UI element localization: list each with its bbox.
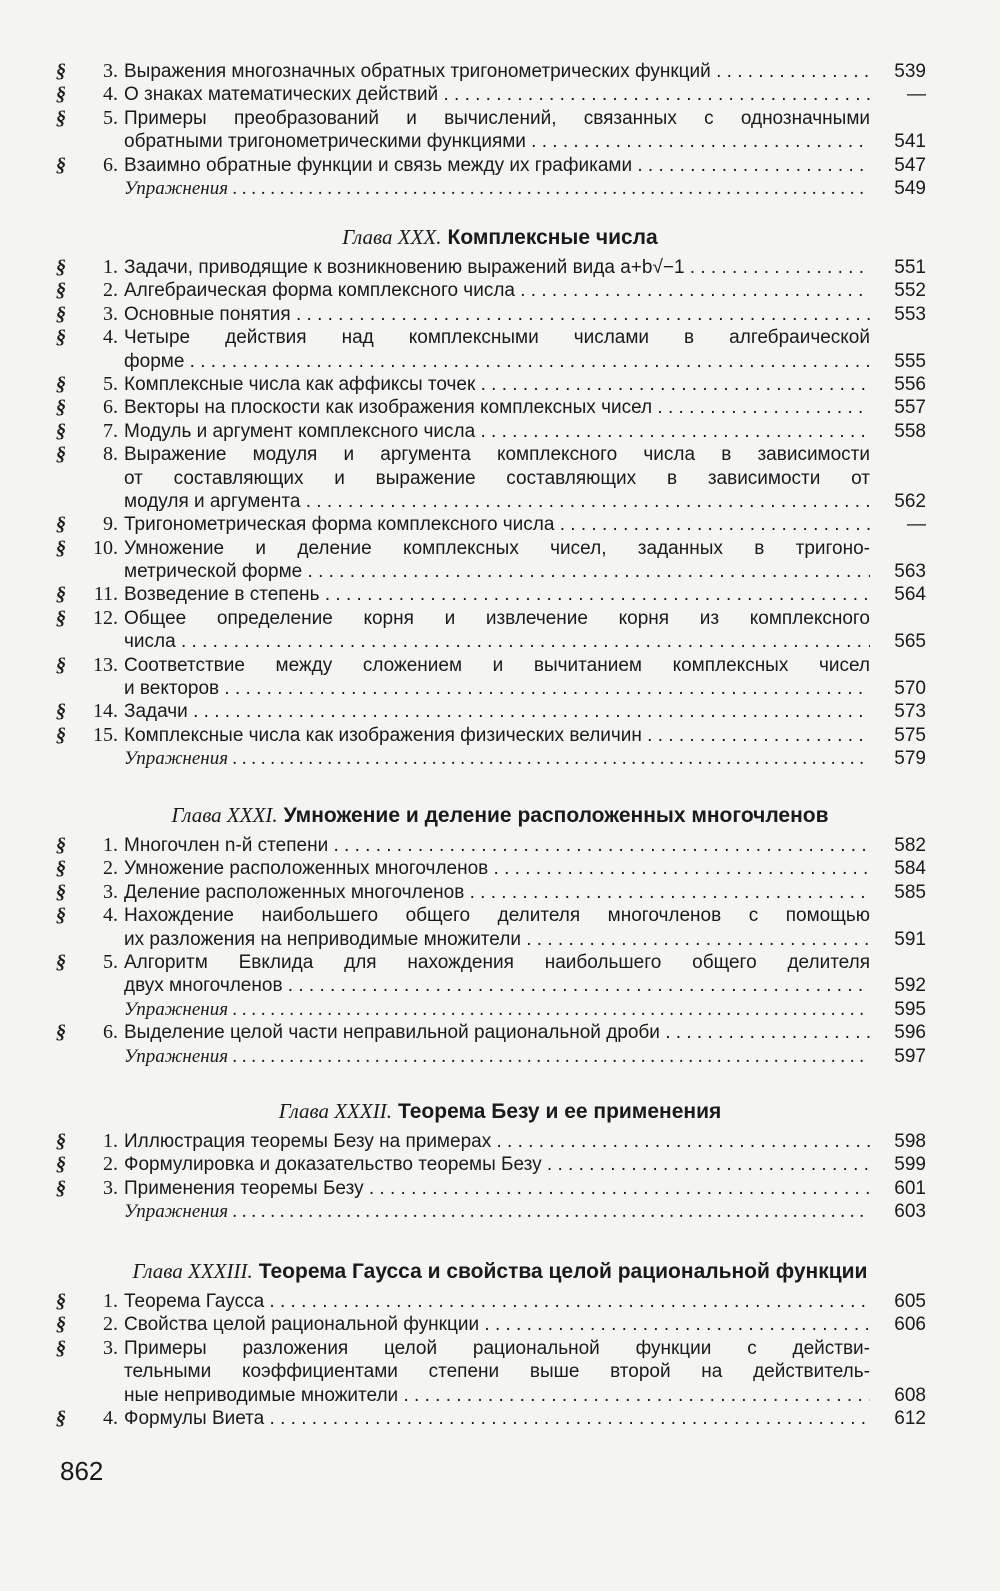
page-ref: 549 <box>894 177 926 199</box>
entry-line <box>0 279 1000 302</box>
page-ref: 579 <box>894 748 926 770</box>
page-ref: 605 <box>894 1291 926 1312</box>
toc-entry <box>0 443 1000 513</box>
entry-title: модуля и аргумента . . . <box>124 490 870 513</box>
toc-entry <box>0 1177 1000 1200</box>
page-ref: 599 <box>894 1154 926 1176</box>
toc-entry <box>0 1021 1000 1044</box>
toc-entry <box>0 654 1000 701</box>
section-sign: § <box>56 1406 66 1429</box>
entry-line <box>0 177 1000 200</box>
chapter-heading <box>0 1096 1000 1126</box>
entry-line <box>0 60 1000 83</box>
section-sign: § <box>56 302 66 325</box>
entry-title: Формулировка и доказательство теоремы Безу . . . <box>124 1153 870 1176</box>
section-number: 15. <box>93 723 118 746</box>
entry-line <box>0 951 1000 974</box>
exercises-label: Упражнения . . . <box>124 1200 870 1223</box>
page-ref: 541 <box>894 131 926 153</box>
entry-line <box>0 420 1000 443</box>
entry-line <box>0 677 1000 700</box>
entry-line <box>0 513 1000 536</box>
toc-entry <box>0 326 1000 373</box>
exercises-entry <box>0 1200 1000 1223</box>
entry-title: Общее определение корня и извлечение корня из комплексного <box>124 607 870 629</box>
chapter-title: Теорема Безу и ее применения <box>397 1100 722 1123</box>
chapter-label: Глава XXXIII. <box>132 1259 253 1283</box>
exercises-entry <box>0 747 1000 770</box>
entry-title: Применения теоремы Безу . . . <box>124 1177 870 1200</box>
entry-line <box>0 256 1000 279</box>
entry-title: Четыре действия над комплексными числами в алгебраической <box>124 327 870 349</box>
page-ref: 601 <box>894 1177 926 1199</box>
section-number: 13. <box>93 653 118 676</box>
section-number: 4. <box>103 904 118 927</box>
entry-line <box>0 490 1000 513</box>
toc-entry <box>0 513 1000 536</box>
exercises-entry <box>0 998 1000 1021</box>
entry-title: Задачи . . . <box>124 700 870 723</box>
exercises-entry <box>0 177 1000 200</box>
page-ref: 552 <box>894 280 926 302</box>
entry-line <box>0 396 1000 419</box>
toc-entry <box>0 537 1000 584</box>
entry-line <box>0 998 1000 1021</box>
entry-line <box>0 326 1000 349</box>
section-sign: § <box>56 857 66 880</box>
entry-title: Выражение модуля и аргумента комплексного числа в зависимости <box>124 444 870 466</box>
section-sign: § <box>56 1130 66 1152</box>
section-number: 2. <box>103 1153 118 1176</box>
exercises-label: Упражнения . . . <box>124 998 870 1021</box>
entry-title: Деление расположенных многочленов . . . <box>124 881 870 904</box>
section-sign: § <box>56 60 66 82</box>
section-sign: § <box>56 443 66 466</box>
section-sign: § <box>56 536 66 559</box>
entry-line <box>0 1337 1000 1360</box>
section-sign: § <box>56 723 66 746</box>
entry-title: и векторов . . . <box>124 677 870 700</box>
entry-title: Основные понятия . . . <box>124 303 870 326</box>
toc-entry <box>0 1313 1000 1336</box>
chapter-label: Глава XXX. <box>342 225 442 249</box>
section-number: 5. <box>103 106 118 129</box>
page-ref: 563 <box>894 561 926 583</box>
entry-line <box>0 373 1000 396</box>
toc-entry <box>0 607 1000 654</box>
entry-line <box>0 154 1000 177</box>
entry-list <box>0 1290 1000 1430</box>
toc-entry <box>0 1337 1000 1407</box>
entry-title: Нахождение наибольшего общего делителя многочленов с помощью <box>124 905 870 927</box>
section-sign: § <box>56 880 66 903</box>
page-ref: 564 <box>894 584 926 606</box>
entry-title: от составляющих и выражение составляющих в зависимости от <box>124 467 870 489</box>
chapter-title: Комплексные числа <box>447 226 658 249</box>
section-sign: § <box>56 153 66 176</box>
section-sign: § <box>56 950 66 973</box>
entry-line <box>0 1045 1000 1068</box>
entry-line <box>0 654 1000 677</box>
entry-title: Векторы на плоскости как изображения комплексных чисел . . . <box>124 396 870 419</box>
section-sign: § <box>56 1313 66 1336</box>
section-number: 4. <box>103 326 118 349</box>
page-ref: 584 <box>894 858 926 880</box>
section-sign: § <box>56 256 66 278</box>
entry-line <box>0 724 1000 747</box>
entry-title: О знаках математических действий . . . <box>124 83 870 106</box>
chapter-title: Теорема Гаусса и свойства целой рациональной функции <box>258 1260 868 1283</box>
section-number: 10. <box>93 536 118 559</box>
entry-title: Формулы Виета . . . <box>124 1407 870 1430</box>
section-number: 1. <box>103 256 118 278</box>
entry-list <box>0 256 1000 771</box>
section-sign: § <box>56 513 66 536</box>
entry-line <box>0 443 1000 466</box>
page-ref: 591 <box>894 928 926 950</box>
section-sign: § <box>56 1290 66 1312</box>
entry-title: ные неприводимые множители . . . <box>124 1384 870 1407</box>
section-number: 14. <box>93 700 118 723</box>
page-ref: — <box>907 514 926 536</box>
entry-title: Алгебраическая форма комплексного числа . . . <box>124 279 870 302</box>
entry-line <box>0 974 1000 997</box>
toc-entry <box>0 256 1000 279</box>
entry-line <box>0 1130 1000 1153</box>
entry-line <box>0 130 1000 153</box>
toc-entry <box>0 1153 1000 1176</box>
page-ref: 592 <box>894 975 926 997</box>
toc-entry <box>0 373 1000 396</box>
toc-entry <box>0 83 1000 106</box>
toc-entry <box>0 724 1000 747</box>
section-number: 6. <box>103 396 118 419</box>
entry-line <box>0 700 1000 723</box>
section-number: 1. <box>103 1290 118 1312</box>
exercises-label: Упражнения . . . <box>124 747 870 770</box>
section-number: 3. <box>103 1176 118 1199</box>
entry-list <box>0 834 1000 1068</box>
toc-entry <box>0 154 1000 177</box>
section-sign: § <box>56 700 66 723</box>
entry-title: Иллюстрация теоремы Безу на примерах . . . <box>124 1130 870 1153</box>
chapter-heading <box>0 800 1000 830</box>
entry-line <box>0 630 1000 653</box>
entry-title: Алгоритм Евклида для нахождения наибольшего общего делителя <box>124 951 870 973</box>
entry-line <box>0 560 1000 583</box>
entry-title: Выражения многозначных обратных тригонометрических функций . . . <box>124 60 870 83</box>
entry-line <box>0 350 1000 373</box>
section-number: 5. <box>103 950 118 973</box>
section-sign: § <box>56 326 66 349</box>
toc-entry <box>0 700 1000 723</box>
section-number: 3. <box>103 60 118 82</box>
entry-title: обратными тригонометрическими функциями . . . <box>124 130 870 153</box>
page-ref: 596 <box>894 1022 926 1044</box>
page-ref: 582 <box>894 835 926 856</box>
section-number: 7. <box>103 419 118 442</box>
entry-title: Свойства целой рациональной функции . . . <box>124 1313 870 1336</box>
entry-title: форме . . . <box>124 350 870 373</box>
section-sign: § <box>56 834 66 856</box>
chapter-title: Умножение и деление расположенных многочленов <box>283 804 829 827</box>
entry-title: Комплексные числа как изображения физических величин . . . <box>124 724 870 747</box>
toc-entry <box>0 857 1000 880</box>
section-number: 2. <box>103 279 118 302</box>
exercises-entry <box>0 1045 1000 1068</box>
section-number: 8. <box>103 443 118 466</box>
entry-title: Задачи, приводящие к возникновению выражений вида a+b√−1 . . . <box>124 256 870 279</box>
page-ref: 551 <box>894 257 926 278</box>
chapter-heading <box>0 222 1000 252</box>
entry-title: Взаимно обратные функции и связь между их графиками . . . <box>124 154 870 177</box>
section-number: 1. <box>103 834 118 856</box>
entry-title: Тригонометрическая форма комплексного числа . . . <box>124 513 870 536</box>
section-sign: § <box>56 1021 66 1044</box>
section-sign: § <box>56 83 66 106</box>
entry-title: Комплексные числа как аффиксы точек . . . <box>124 373 870 396</box>
entry-line <box>0 537 1000 560</box>
entry-line <box>0 1200 1000 1223</box>
entry-line <box>0 83 1000 106</box>
section-number: 6. <box>103 1021 118 1044</box>
entry-line <box>0 881 1000 904</box>
section-number: 3. <box>103 1336 118 1359</box>
page-ref: 547 <box>894 154 926 176</box>
section-sign: § <box>56 419 66 442</box>
entry-line <box>0 1407 1000 1430</box>
entry-title: Соответствие между сложением и вычитанием комплексных чисел <box>124 654 870 676</box>
section-number: 1. <box>103 1130 118 1152</box>
section-sign: § <box>56 106 66 129</box>
section-sign: § <box>56 904 66 927</box>
page-ref: 598 <box>894 1131 926 1152</box>
chapter-heading <box>0 1256 1000 1286</box>
entry-line <box>0 928 1000 951</box>
page-ref: 562 <box>894 490 926 512</box>
page-ref: 603 <box>894 1201 926 1223</box>
toc-entry <box>0 60 1000 83</box>
toc-entry <box>0 881 1000 904</box>
section-number: 12. <box>93 606 118 629</box>
entry-line <box>0 1153 1000 1176</box>
entry-list <box>0 1130 1000 1224</box>
section-number: 9. <box>103 513 118 536</box>
entry-list <box>0 60 1000 200</box>
exercises-label: Упражнения . . . <box>124 177 870 200</box>
entry-title: тельными коэффициентами степени выше второй на действитель- <box>124 1361 870 1383</box>
toc-entry <box>0 303 1000 326</box>
page-ref: 558 <box>894 420 926 442</box>
page-ref: 555 <box>894 350 926 372</box>
section-sign: § <box>56 372 66 395</box>
entry-title: Умножение и деление комплексных чисел, заданных в тригоно- <box>124 537 870 559</box>
section-number: 11. <box>93 583 118 606</box>
entry-line <box>0 1290 1000 1313</box>
section-sign: § <box>56 583 66 606</box>
page-ref: 606 <box>894 1314 926 1336</box>
entry-line <box>0 1313 1000 1336</box>
exercises-label: Упражнения . . . <box>124 1045 870 1068</box>
section-number: 3. <box>103 880 118 903</box>
page-ref: 557 <box>894 397 926 419</box>
toc-entry <box>0 834 1000 857</box>
page-ref: 597 <box>894 1045 926 1067</box>
entry-line <box>0 834 1000 857</box>
page-ref: 573 <box>894 701 926 723</box>
entry-title: Выделение целой части неправильной рациональной дроби . . . <box>124 1021 870 1044</box>
entry-line <box>0 1384 1000 1407</box>
page-ref: 585 <box>894 881 926 903</box>
page-ref: 565 <box>894 631 926 653</box>
section-number: 4. <box>103 1406 118 1429</box>
entry-line <box>0 583 1000 606</box>
page-ref: 595 <box>894 998 926 1020</box>
toc-entry <box>0 279 1000 302</box>
page-ref: 539 <box>894 61 926 82</box>
section-number: 4. <box>103 83 118 106</box>
entry-title: метрической форме . . . <box>124 560 870 583</box>
entry-title: Многочлен n-й степени . . . <box>124 834 870 857</box>
section-sign: § <box>56 1153 66 1176</box>
entry-line <box>0 303 1000 326</box>
toc-entry <box>0 396 1000 419</box>
section-sign: § <box>56 279 66 302</box>
section-sign: § <box>56 1336 66 1359</box>
toc-entry <box>0 583 1000 606</box>
entry-title: двух многочленов . . . <box>124 974 870 997</box>
chapter-label: Глава XXXI. <box>171 803 278 827</box>
entry-title: Теорема Гаусса . . . <box>124 1290 870 1313</box>
page-number: 862 <box>60 1456 104 1486</box>
entry-line <box>0 1021 1000 1044</box>
section-sign: § <box>56 1176 66 1199</box>
toc-entry <box>0 1290 1000 1313</box>
entry-title: их разложения на неприводимые множители . . . <box>124 928 870 951</box>
section-sign: § <box>56 653 66 676</box>
entry-line <box>0 1360 1000 1383</box>
entry-line <box>0 857 1000 880</box>
entry-title: Примеры преобразований и вычислений, связанных с однозначными <box>124 107 870 129</box>
entry-line <box>0 904 1000 927</box>
section-number: 3. <box>103 302 118 325</box>
section-sign: § <box>56 606 66 629</box>
page-ref: 553 <box>894 303 926 325</box>
page-ref: 612 <box>894 1407 926 1429</box>
entry-title: Примеры разложения целой рациональной функции с действи- <box>124 1337 870 1359</box>
page-ref: 575 <box>894 724 926 746</box>
entry-line <box>0 107 1000 130</box>
page-ref: 608 <box>894 1384 926 1406</box>
page-ref: 570 <box>894 678 926 700</box>
entry-title: Возведение в степень . . . <box>124 583 870 606</box>
section-number: 5. <box>103 372 118 395</box>
entry-line <box>0 467 1000 490</box>
entry-line <box>0 1177 1000 1200</box>
toc-entry <box>0 951 1000 998</box>
section-sign: § <box>56 396 66 419</box>
section-number: 6. <box>103 153 118 176</box>
page-ref: — <box>907 84 926 106</box>
toc-entry <box>0 420 1000 443</box>
entry-title: Модуль и аргумент комплексного числа . . . <box>124 420 870 443</box>
entry-line <box>0 747 1000 770</box>
toc-entry <box>0 1130 1000 1153</box>
toc-entry <box>0 1407 1000 1430</box>
chapter-label: Глава XXXII. <box>278 1099 392 1123</box>
toc-entry <box>0 107 1000 154</box>
toc-entry <box>0 904 1000 951</box>
entry-title: числа . . . <box>124 630 870 653</box>
entry-title: Умножение расположенных многочленов . . . <box>124 857 870 880</box>
entry-line <box>0 607 1000 630</box>
page-ref: 556 <box>894 373 926 395</box>
section-number: 2. <box>103 1313 118 1336</box>
section-number: 2. <box>103 857 118 880</box>
